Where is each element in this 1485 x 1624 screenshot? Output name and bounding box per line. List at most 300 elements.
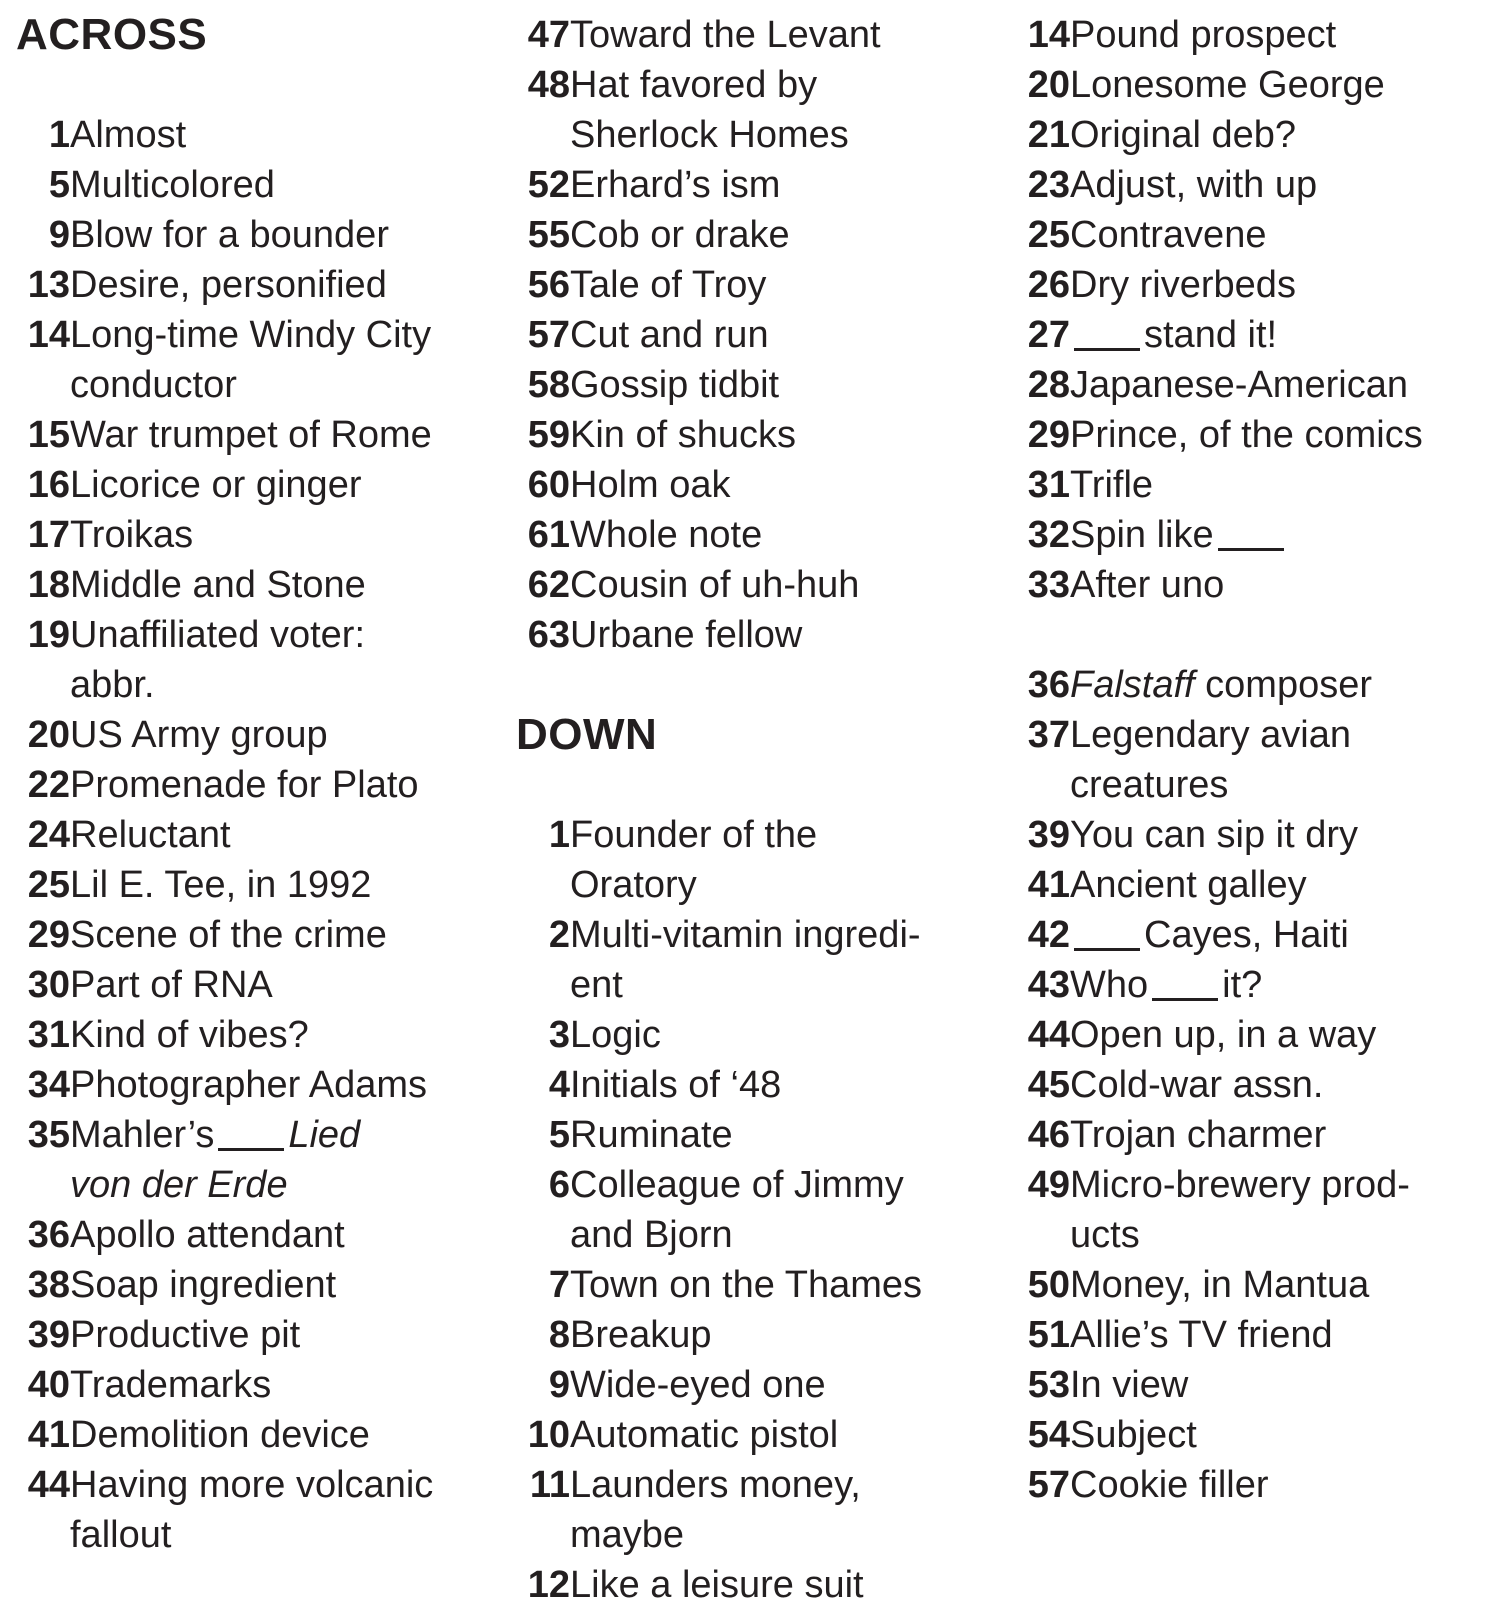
- down-clue-29: [1016, 410, 1485, 460]
- clue-continuation: [516, 860, 968, 910]
- clue-text: [70, 1360, 271, 1410]
- clue-number: 23: [1027, 164, 1070, 206]
- clue-text-line-2: maybe: [570, 1514, 685, 1556]
- clue-text-line: Urbane fellow: [570, 614, 803, 656]
- clue-text: [70, 1460, 433, 1510]
- down-clue-25: [1016, 210, 1485, 260]
- clue-text-line: Automatic pistol: [570, 1414, 839, 1456]
- clue-number: 39: [27, 1314, 70, 1356]
- clue-text-line: Founder of the: [570, 814, 818, 856]
- clue-number: 41: [1027, 864, 1070, 906]
- down-clue-26: [1016, 260, 1485, 310]
- clue-text-line: Like a leisure suit: [570, 1564, 864, 1606]
- clue-text: [1070, 1410, 1197, 1460]
- down-clue-33: [1016, 560, 1485, 610]
- clue-number: 12: [527, 1564, 570, 1606]
- clue-number: 58: [527, 364, 570, 406]
- clue-text-after: Cayes, Haiti: [1144, 914, 1349, 956]
- answer-blank: [1074, 916, 1140, 951]
- down-clue-1: [516, 810, 968, 860]
- clue-number: 36: [1027, 664, 1070, 706]
- clue-text: [570, 510, 762, 560]
- clue-text-line: Demolition device: [70, 1414, 370, 1456]
- clue-number: 25: [1027, 214, 1070, 256]
- clue-text-line: Adjust, with up: [1070, 164, 1318, 206]
- answer-blank: [1074, 316, 1140, 351]
- down-clue-2: [516, 910, 968, 960]
- clue-number: 9: [548, 1364, 570, 1406]
- clue-text: [570, 10, 881, 60]
- clue-text: [70, 1260, 336, 1310]
- down-clue-4: [516, 1060, 968, 1110]
- across-clue-14: [16, 310, 478, 360]
- clue-continuation: [1016, 760, 1485, 810]
- across-clue-16: [16, 460, 478, 510]
- clue-text-after: stand it!: [1144, 314, 1278, 356]
- across-clue-9: [16, 210, 478, 260]
- clue-text-line: Having more volcanic: [70, 1464, 434, 1506]
- clue-text-line-2: conductor: [70, 364, 237, 406]
- clue-text-after: Lied: [288, 1114, 361, 1156]
- clue-text-line: You can sip it dry: [1070, 814, 1358, 856]
- clue-number: 32: [1027, 514, 1070, 556]
- down-clue-11: [516, 1460, 968, 1510]
- down-clue-5: [516, 1110, 968, 1160]
- clue-text: [70, 1410, 370, 1460]
- down-clue-23: [1016, 160, 1485, 210]
- clue-number: 57: [1027, 1464, 1070, 1506]
- clue-text-line: Cookie filler: [1070, 1464, 1269, 1506]
- clue-number: 49: [1027, 1164, 1070, 1206]
- clue-text: [1070, 710, 1351, 760]
- clue-number: 1: [548, 814, 570, 856]
- clue-text-line: Part of RNA: [70, 964, 273, 1006]
- across-clue-57: [516, 310, 968, 360]
- clue-text: [70, 560, 366, 610]
- clue-text-line: Erhard’s ism: [570, 164, 781, 206]
- clue-text-line: Gossip tidbit: [570, 364, 780, 406]
- clue-text-line: Japanese-American: [1070, 364, 1408, 406]
- clue-text: [1070, 1360, 1188, 1410]
- clue-text-line: Licorice or ginger: [70, 464, 362, 506]
- clue-text-line: Hat favored by: [570, 64, 818, 106]
- clue-text-line: Middle and Stone: [70, 564, 366, 606]
- clue-text: [570, 210, 790, 260]
- clue-text-line: Town on the Thames: [570, 1264, 923, 1306]
- clue-number: 24: [27, 814, 70, 856]
- clue-continuation: [1016, 1210, 1485, 1260]
- clue-text-line-2: ent: [570, 964, 623, 1006]
- clue-text-line: Allie’s TV friend: [1070, 1314, 1333, 1356]
- clue-text: [1070, 260, 1296, 310]
- clue-number: 31: [1027, 464, 1070, 506]
- clue-number: 3: [548, 1014, 570, 1056]
- down-clue-45: [1016, 1060, 1485, 1110]
- clue-text: [1070, 310, 1277, 360]
- clue-number: 14: [1027, 14, 1070, 56]
- across-clue-29: [16, 910, 478, 960]
- clue-text-line: Whole note: [570, 514, 763, 556]
- clue-text: [1070, 910, 1349, 960]
- clue-text: [570, 560, 859, 610]
- clue-text-line: Toward the Levant: [570, 14, 881, 56]
- clue-text-line: Cousin of uh-huh: [570, 564, 860, 606]
- clue-continuation: [516, 960, 968, 1010]
- clue-text-line-2: fallout: [70, 1514, 172, 1556]
- across-clue-20: [16, 710, 478, 760]
- clue-text-line: Scene of the crime: [70, 914, 387, 956]
- answer-blank: [1152, 966, 1218, 1001]
- clue-text-line-2: Sherlock Homes: [570, 114, 849, 156]
- clue-continuation: [516, 1210, 968, 1260]
- clue-number: 5: [48, 164, 70, 206]
- clue-text-line: Apollo attendant: [70, 1214, 345, 1256]
- clue-number: 15: [27, 414, 70, 456]
- clue-number: 50: [1027, 1264, 1070, 1306]
- clue-text: [70, 1060, 427, 1110]
- clue-text: [570, 360, 779, 410]
- clue-text: [70, 510, 193, 560]
- down-clue-50: [1016, 1260, 1485, 1310]
- clue-continuation: [16, 1160, 478, 1210]
- across-clue-41: [16, 1410, 478, 1460]
- clue-text: [1070, 110, 1296, 160]
- clue-text: [570, 1460, 861, 1510]
- down-clue-43: [1016, 960, 1485, 1010]
- clue-text: [570, 810, 817, 860]
- clue-text-line: Blow for a bounder: [70, 214, 389, 256]
- clue-text-line: Dry riverbeds: [1070, 264, 1296, 306]
- clue-text-after: composer: [1205, 664, 1373, 706]
- clue-number: 37: [1027, 714, 1070, 756]
- clue-text-line: Initials of ‘48: [570, 1064, 782, 1106]
- across-clue-1: [16, 110, 478, 160]
- clue-text-line: Photographer Adams: [70, 1064, 428, 1106]
- clue-text-line: Legendary avian: [1070, 714, 1351, 756]
- clue-text-line: Pound prospect: [1070, 14, 1337, 56]
- clue-text: [570, 1360, 826, 1410]
- across-clue-13: [16, 260, 478, 310]
- clue-text: [1070, 160, 1317, 210]
- clue-text-after: it?: [1222, 964, 1263, 1006]
- clue-number: 28: [1027, 364, 1070, 406]
- clue-text-line-2: and Bjorn: [570, 1214, 733, 1256]
- clue-text: [1070, 510, 1288, 560]
- clue-number: 29: [1027, 414, 1070, 456]
- across-clue-61: [516, 510, 968, 560]
- clue-text-line: Multicolored: [70, 164, 275, 206]
- clue-text: [570, 460, 731, 510]
- clue-text: [70, 460, 361, 510]
- clue-text-line-2: von der Erde: [70, 1164, 288, 1206]
- clue-text: [70, 160, 275, 210]
- clue-text-line-2: Oratory: [570, 864, 697, 906]
- clue-text: [570, 260, 766, 310]
- clue-number: 14: [27, 314, 70, 356]
- across-clue-34: [16, 1060, 478, 1110]
- clue-number: 59: [527, 414, 570, 456]
- clue-text: [1070, 960, 1262, 1010]
- clue-text: [570, 1060, 781, 1110]
- clue-number: 31: [27, 1014, 70, 1056]
- clue-text: [570, 60, 817, 110]
- across-clue-36: [16, 1210, 478, 1260]
- clue-text-line: Subject: [1070, 1414, 1197, 1456]
- clue-text: [70, 1310, 300, 1360]
- clue-text-line: Ruminate: [570, 1114, 733, 1156]
- clue-text-line: Soap ingredient: [70, 1264, 337, 1306]
- clue-text-before: Spin like: [1070, 514, 1214, 556]
- clue-text: [70, 610, 365, 660]
- clue-number: 16: [27, 464, 70, 506]
- clue-number: 27: [1027, 314, 1070, 356]
- down-clue-51: [1016, 1310, 1485, 1360]
- clue-number: 44: [27, 1464, 70, 1506]
- across-clue-18: [16, 560, 478, 610]
- clue-number: 5: [548, 1114, 570, 1156]
- clue-text-line: Unaffiliated voter:: [70, 614, 366, 656]
- clue-number: 13: [27, 264, 70, 306]
- clue-text: [1070, 1160, 1410, 1210]
- clue-text-line: After uno: [1070, 564, 1225, 606]
- across-clue-39: [16, 1310, 478, 1360]
- clue-number: 62: [527, 564, 570, 606]
- clue-text-line: Lonesome George: [1070, 64, 1385, 106]
- clue-text: [1070, 1110, 1326, 1160]
- clue-text-line: Open up, in a way: [1070, 1014, 1377, 1056]
- clue-text: [70, 910, 387, 960]
- clue-number: 38: [27, 1264, 70, 1306]
- clue-text-line: Money, in Mantua: [1070, 1264, 1370, 1306]
- across-clue-63: [516, 610, 968, 660]
- clue-number: 33: [1027, 564, 1070, 606]
- clue-number: 18: [27, 564, 70, 606]
- clue-text-line: Logic: [570, 1014, 661, 1056]
- clue-text: [570, 310, 769, 360]
- clue-continuation: [516, 1510, 968, 1560]
- across-clue-30: [16, 960, 478, 1010]
- clue-number: 47: [527, 14, 570, 56]
- clue-text: [1070, 410, 1423, 460]
- down-clue-21: [1016, 110, 1485, 160]
- clue-text: [70, 810, 231, 860]
- clue-text: [70, 310, 431, 360]
- across-clue-55: [516, 210, 968, 260]
- clue-number: 10: [527, 1414, 570, 1456]
- clue-number: 55: [527, 214, 570, 256]
- clue-text-line: Multi-vitamin ingredi-: [570, 914, 921, 956]
- down-clue-10: [516, 1410, 968, 1460]
- clue-text-line: US Army group: [70, 714, 328, 756]
- clue-text: [70, 410, 432, 460]
- clue-text: [570, 1310, 712, 1360]
- down-clue-54: [1016, 1410, 1485, 1460]
- clue-text-line: Breakup: [570, 1314, 712, 1356]
- clue-text-line: Lil E. Tee, in 1992: [70, 864, 372, 906]
- clue-text: [1070, 460, 1153, 510]
- clue-text: [570, 160, 780, 210]
- clue-number: 34: [27, 1064, 70, 1106]
- clue-number: 54: [1027, 1414, 1070, 1456]
- clue-text: [570, 1410, 838, 1460]
- down-clue-57: [1016, 1460, 1485, 1510]
- clue-number: 9: [48, 214, 70, 256]
- clue-number: 52: [527, 164, 570, 206]
- across-clue-48: [516, 60, 968, 110]
- clue-number: 2: [548, 914, 570, 956]
- clue-text-line: Troikas: [70, 514, 194, 556]
- clue-text-line: Kin of shucks: [570, 414, 796, 456]
- clue-text-line: Ancient galley: [1070, 864, 1307, 906]
- clue-text: [1070, 210, 1266, 260]
- down-clue-46: [1016, 1110, 1485, 1160]
- down-clue-14: [1016, 10, 1485, 60]
- down-clue-9: [516, 1360, 968, 1410]
- across-clue-5: [16, 160, 478, 210]
- clue-text: [570, 1260, 922, 1310]
- clue-text-line: Trifle: [1070, 464, 1154, 506]
- clue-text: [70, 1010, 309, 1060]
- down-clue-27: [1016, 310, 1485, 360]
- answer-blank: [1218, 516, 1284, 551]
- across-clue-35: [16, 1110, 478, 1160]
- clue-text-line: Launders money,: [570, 1464, 861, 1506]
- clue-number: 48: [527, 64, 570, 106]
- clue-text: [1070, 660, 1372, 710]
- clue-number: 6: [548, 1164, 570, 1206]
- clue-text-line: Reluctant: [70, 814, 231, 856]
- clue-text-line-2: creatures: [1070, 764, 1229, 806]
- answer-blank: [218, 1116, 284, 1151]
- clue-number: 51: [1027, 1314, 1070, 1356]
- across-clue-38: [16, 1260, 478, 1310]
- clue-italic-text: Falstaff: [1070, 664, 1195, 706]
- across-clue-31: [16, 1010, 478, 1060]
- clue-text-line: War trumpet of Rome: [70, 414, 432, 456]
- clue-text-line: Tale of Troy: [570, 264, 767, 306]
- down-clue-12: [516, 1560, 968, 1610]
- clue-number: 40: [27, 1364, 70, 1406]
- across-clue-44: [16, 1460, 478, 1510]
- clue-number: 25: [27, 864, 70, 906]
- clue-continuation: [16, 1510, 478, 1560]
- clue-continuation: [16, 360, 478, 410]
- clue-text-line-2: ucts: [1070, 1214, 1140, 1256]
- down-clue-42: [1016, 910, 1485, 960]
- clue-text: [1070, 360, 1408, 410]
- across-heading: ACROSS: [16, 10, 208, 59]
- clue-text-line: Promenade for Plato: [70, 764, 419, 806]
- clue-text: [70, 260, 387, 310]
- clue-text-line: Wide-eyed one: [570, 1364, 826, 1406]
- clue-number: 61: [527, 514, 570, 556]
- clue-number: 26: [1027, 264, 1070, 306]
- clue-text: [1070, 1060, 1323, 1110]
- across-clue-24: [16, 810, 478, 860]
- across-clue-19: [16, 610, 478, 660]
- across-clue-22: [16, 760, 478, 810]
- clue-text-line: Trojan charmer: [1070, 1114, 1327, 1156]
- clue-text: [1070, 1260, 1369, 1310]
- clue-number: 43: [1027, 964, 1070, 1006]
- clue-number: 17: [27, 514, 70, 556]
- down-clue-32: [1016, 510, 1485, 560]
- clue-text: [570, 410, 796, 460]
- clue-text: [1070, 560, 1224, 610]
- clue-number: 20: [27, 714, 70, 756]
- clue-number: 30: [27, 964, 70, 1006]
- clue-text: [570, 1110, 733, 1160]
- clue-number: 57: [527, 314, 570, 356]
- across-clue-60: [516, 460, 968, 510]
- down-clue-36: [1016, 660, 1485, 710]
- clue-text-line: Prince, of the comics: [1070, 414, 1423, 456]
- down-clue-31: [1016, 460, 1485, 510]
- clue-number: 7: [548, 1264, 570, 1306]
- across-clue-62: [516, 560, 968, 610]
- clue-continuation: [516, 110, 968, 160]
- clue-text: [1070, 1460, 1269, 1510]
- down-clue-7: [516, 1260, 968, 1310]
- clue-number: 56: [527, 264, 570, 306]
- clue-number: 46: [1027, 1114, 1070, 1156]
- clue-number: 42: [1027, 914, 1070, 956]
- clue-number: 44: [1027, 1014, 1070, 1056]
- across-clue-56: [516, 260, 968, 310]
- clue-number: 8: [548, 1314, 570, 1356]
- across-clue-15: [16, 410, 478, 460]
- clue-text-line: Contravene: [1070, 214, 1267, 256]
- down-heading: DOWN: [516, 710, 658, 759]
- clue-text-line: Cob or drake: [570, 214, 790, 256]
- across-clue-40: [16, 1360, 478, 1410]
- clue-text: [70, 860, 371, 910]
- clue-number: 41: [27, 1414, 70, 1456]
- clue-number: 45: [1027, 1064, 1070, 1106]
- clue-text: [1070, 860, 1307, 910]
- clue-number: 21: [1027, 114, 1070, 156]
- clue-text-line: Holm oak: [570, 464, 731, 506]
- across-clue-58: [516, 360, 968, 410]
- clue-number: 39: [1027, 814, 1070, 856]
- clue-text-line: Desire, personified: [70, 264, 387, 306]
- down-clue-39: [1016, 810, 1485, 860]
- clue-text-line-2: abbr.: [70, 664, 155, 706]
- down-clue-3: [516, 1010, 968, 1060]
- across-clue-59: [516, 410, 968, 460]
- column-3: [1016, 0, 1485, 1510]
- clue-text: [70, 110, 186, 160]
- down-clue-41: [1016, 860, 1485, 910]
- across-clue-17: [16, 510, 478, 560]
- clue-number: 29: [27, 914, 70, 956]
- across-clue-47: [516, 10, 968, 60]
- column-1: [16, 0, 478, 1560]
- clue-number: 22: [27, 764, 70, 806]
- clue-number: 11: [529, 1464, 570, 1506]
- clue-continuation: [16, 660, 478, 710]
- clue-text: [1070, 10, 1336, 60]
- down-clue-44: [1016, 1010, 1485, 1060]
- clue-text: [70, 1210, 345, 1260]
- clue-number: 35: [27, 1114, 70, 1156]
- clue-number: 20: [1027, 64, 1070, 106]
- clue-text-before: Who: [1070, 964, 1149, 1006]
- clue-text-line: Long-time Windy City: [70, 314, 432, 356]
- clue-text: [570, 1010, 661, 1060]
- clue-text: [1070, 810, 1358, 860]
- down-clue-6: [516, 1160, 968, 1210]
